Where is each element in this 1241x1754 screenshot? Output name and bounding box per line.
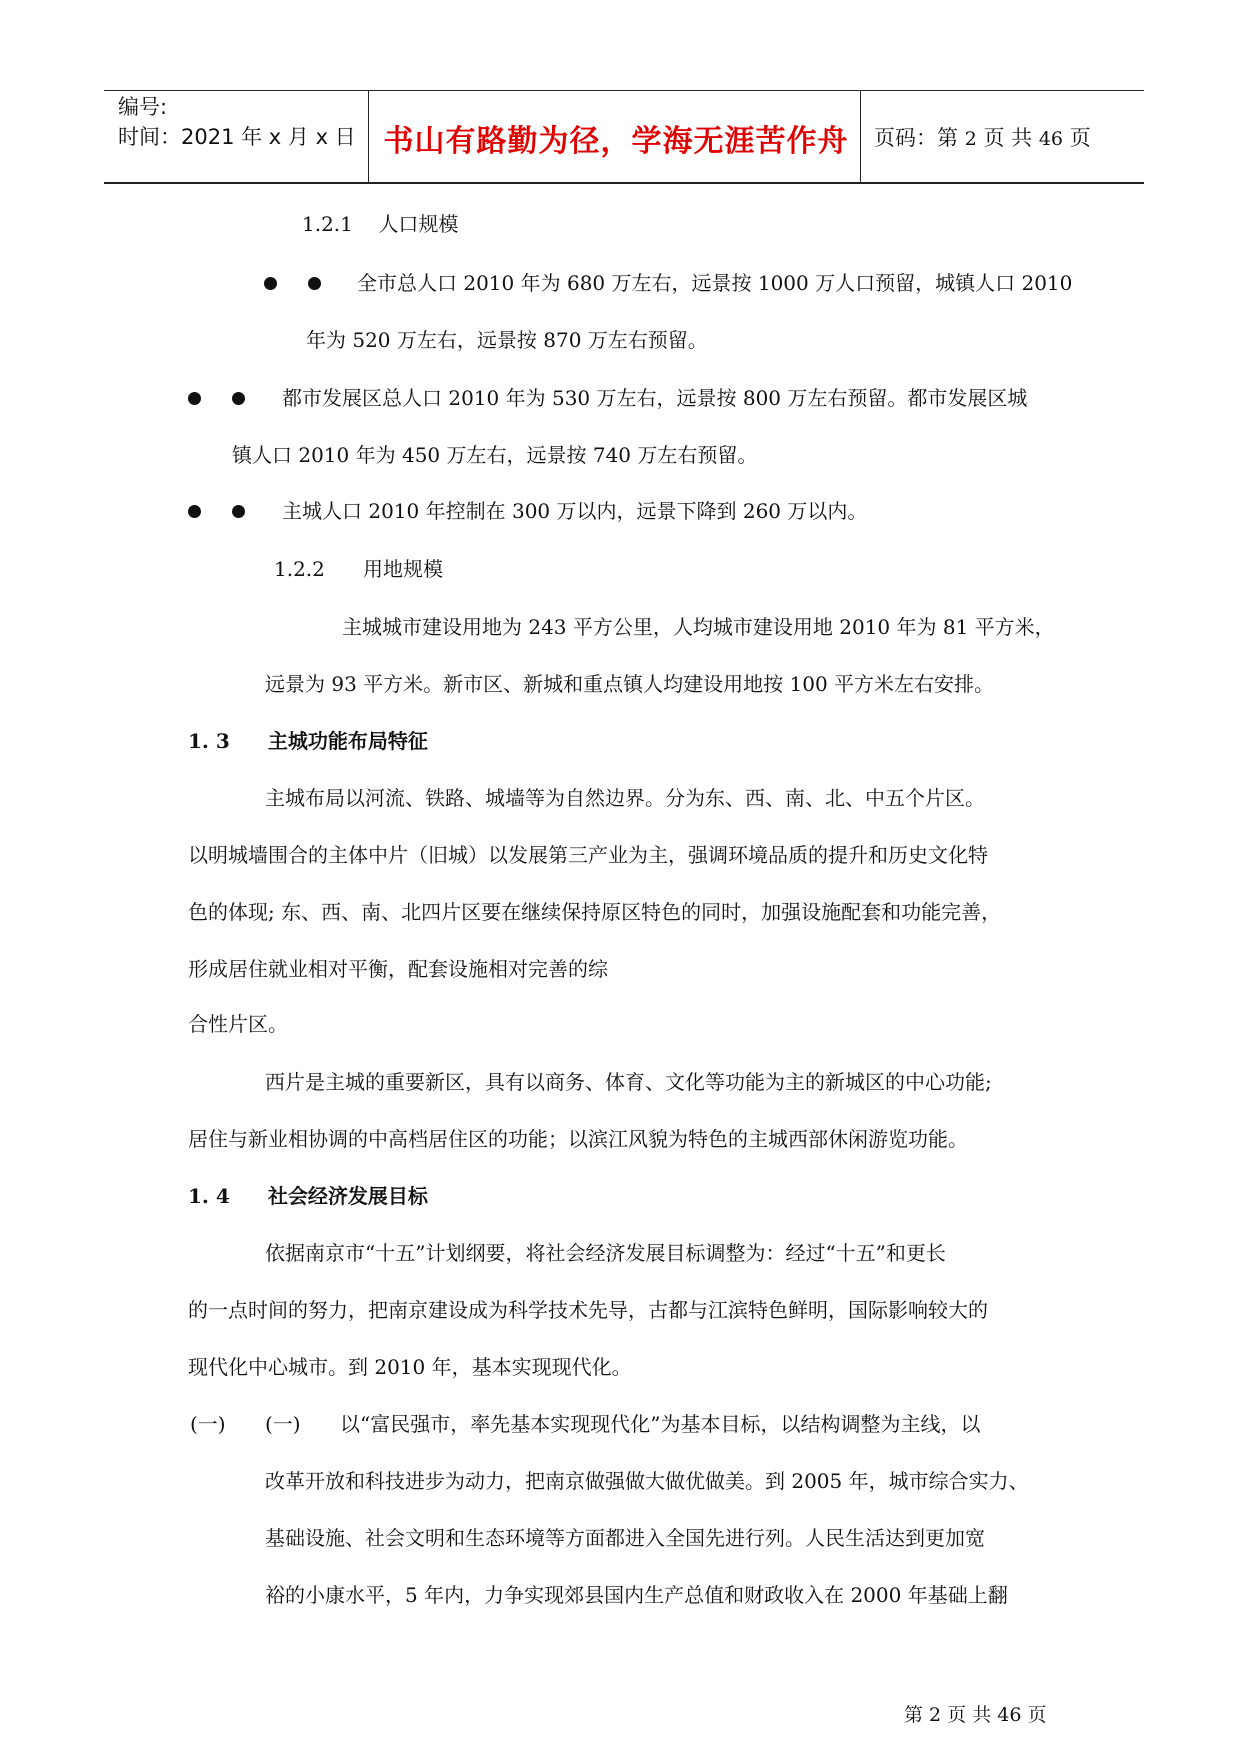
- paragraph-line: 镇人口 2010 年为 450 万左右，远景按 740 万左右预留。: [232, 443, 758, 467]
- page-footer: 第 2 页 共 46 页: [904, 1704, 1047, 1726]
- paragraph-line: 改革开放和科技进步为动力，把南京做强做大做优做美。到 2005 年，城市综合实力、: [265, 1469, 1029, 1493]
- header-divider-right: [860, 90, 861, 184]
- paragraph-line: 主城布局以河流、铁路、城墙等为自然边界。分为东、西、南、北、中五个片区。: [265, 786, 985, 810]
- section-title: 主城功能布局特征: [267, 729, 428, 753]
- paragraph-line: 以“富民强市，率先基本实现现代化”为基本目标，以结构调整为主线，以: [340, 1412, 981, 1436]
- section-number: 1.2.2: [274, 557, 325, 581]
- bullet-dot-icon: [232, 392, 245, 405]
- paragraph-line: 现代化中心城市。到 2010 年，基本实现现代化。: [188, 1355, 632, 1379]
- paragraph-line: 依据南京市“十五”计划纲要，将社会经济发展目标调整为：经过“十五”和更长: [265, 1241, 946, 1265]
- bullet-dot-icon: [232, 505, 245, 518]
- bullet-dot-icon: [188, 392, 201, 405]
- section-1-2-1-heading: [302, 210, 458, 238]
- header-page-total: 46: [1038, 128, 1064, 150]
- paragraph-line: 形成居住就业相对平衡，配套设施相对完善的综: [188, 957, 608, 981]
- header-page-mid: 页 共: [983, 126, 1033, 150]
- section-number: 1.2.1: [302, 212, 353, 236]
- section-title: 人口规模: [378, 212, 459, 236]
- header-bottom-rule: [104, 182, 1144, 184]
- bullet-dot-icon: [264, 277, 277, 290]
- paragraph-line: 年为 520 万左右，远景按 870 万左右预留。: [306, 328, 708, 352]
- paragraph-line: 远景为 93 平方米。新市区、新城和重点镇人均建设用地按 100 平方米左右安排。: [265, 672, 995, 696]
- paragraph-line: 色的体现; 东、西、南、北四片区要在继续保持原区特色的同时，加强设施配套和功能完善，: [188, 900, 1002, 924]
- paragraph-line: 的一点时间的努力，把南京建设成为科学技术先导，古都与江滨特色鲜明，国际影响较大的: [188, 1298, 988, 1322]
- header-top-rule: [104, 90, 1144, 91]
- header-page-suffix: 页: [1069, 126, 1091, 150]
- header-page-number: 2: [964, 128, 977, 150]
- header-time-label: 时间：2021 年 x 月 x 日: [118, 125, 356, 149]
- paragraph-line: 全市总人口 2010 年为 680 万左右，远景按 1000 万人口预留，城镇人口 2010: [357, 271, 1073, 295]
- section-number: 1. 3: [188, 729, 230, 753]
- paragraph-line: 合性片区。: [188, 1012, 288, 1036]
- paragraph-line: 裕的小康水平，5 年内，力争实现郊县国内生产总值和财政收入在 2000 年基础上翻: [265, 1583, 1008, 1607]
- bullet-dot-icon: [308, 277, 321, 290]
- section-1-4-heading: [188, 1182, 428, 1210]
- paragraph-line: 基础设施、社会文明和生态环境等方面都进入全国先进行列。人民生活达到更加宽: [265, 1526, 985, 1550]
- section-title: 社会经济发展目标: [267, 1184, 428, 1208]
- paragraph-line: 居住与新业相协调的中高档居住区的功能；以滨江风貌为特色的主城西部休闲游览功能。: [188, 1127, 968, 1151]
- list-marker: (一): [190, 1412, 226, 1436]
- list-marker: (一): [265, 1412, 301, 1436]
- paragraph-line: 主城人口 2010 年控制在 300 万以内，远景下降到 260 万以内。: [282, 499, 868, 523]
- header-motto: 书山有路勤为径，学海无涯苦作舟: [383, 124, 849, 159]
- paragraph-line: 都市发展区总人口 2010 年为 530 万左右，远景按 800 万左右预留。都市发展区城: [282, 386, 1028, 410]
- paragraph-line: 以明城墙围合的主体中片（旧城）以发展第三产业为主，强调环境品质的提升和历史文化特: [188, 843, 988, 867]
- header-divider-left: [368, 90, 369, 184]
- paragraph-line: 西片是主城的重要新区，具有以商务、体育、文化等功能为主的新城区的中心功能;: [265, 1070, 992, 1094]
- header-page-prefix: 页码：第: [874, 126, 958, 150]
- header-page-info: [874, 122, 1091, 152]
- section-1-3-heading: [188, 727, 428, 755]
- section-title: 用地规模: [363, 557, 444, 581]
- header-number-label: 编号:: [118, 95, 168, 119]
- page-header: [104, 90, 1144, 184]
- section-1-2-2-heading: [274, 555, 443, 583]
- paragraph-line: 主城城市建设用地为 243 平方公里，人均城市建设用地 2010 年为 81 平方米，: [342, 615, 1055, 639]
- section-number: 1. 4: [188, 1184, 230, 1208]
- header-meta: [118, 92, 356, 152]
- bullet-dot-icon: [188, 505, 201, 518]
